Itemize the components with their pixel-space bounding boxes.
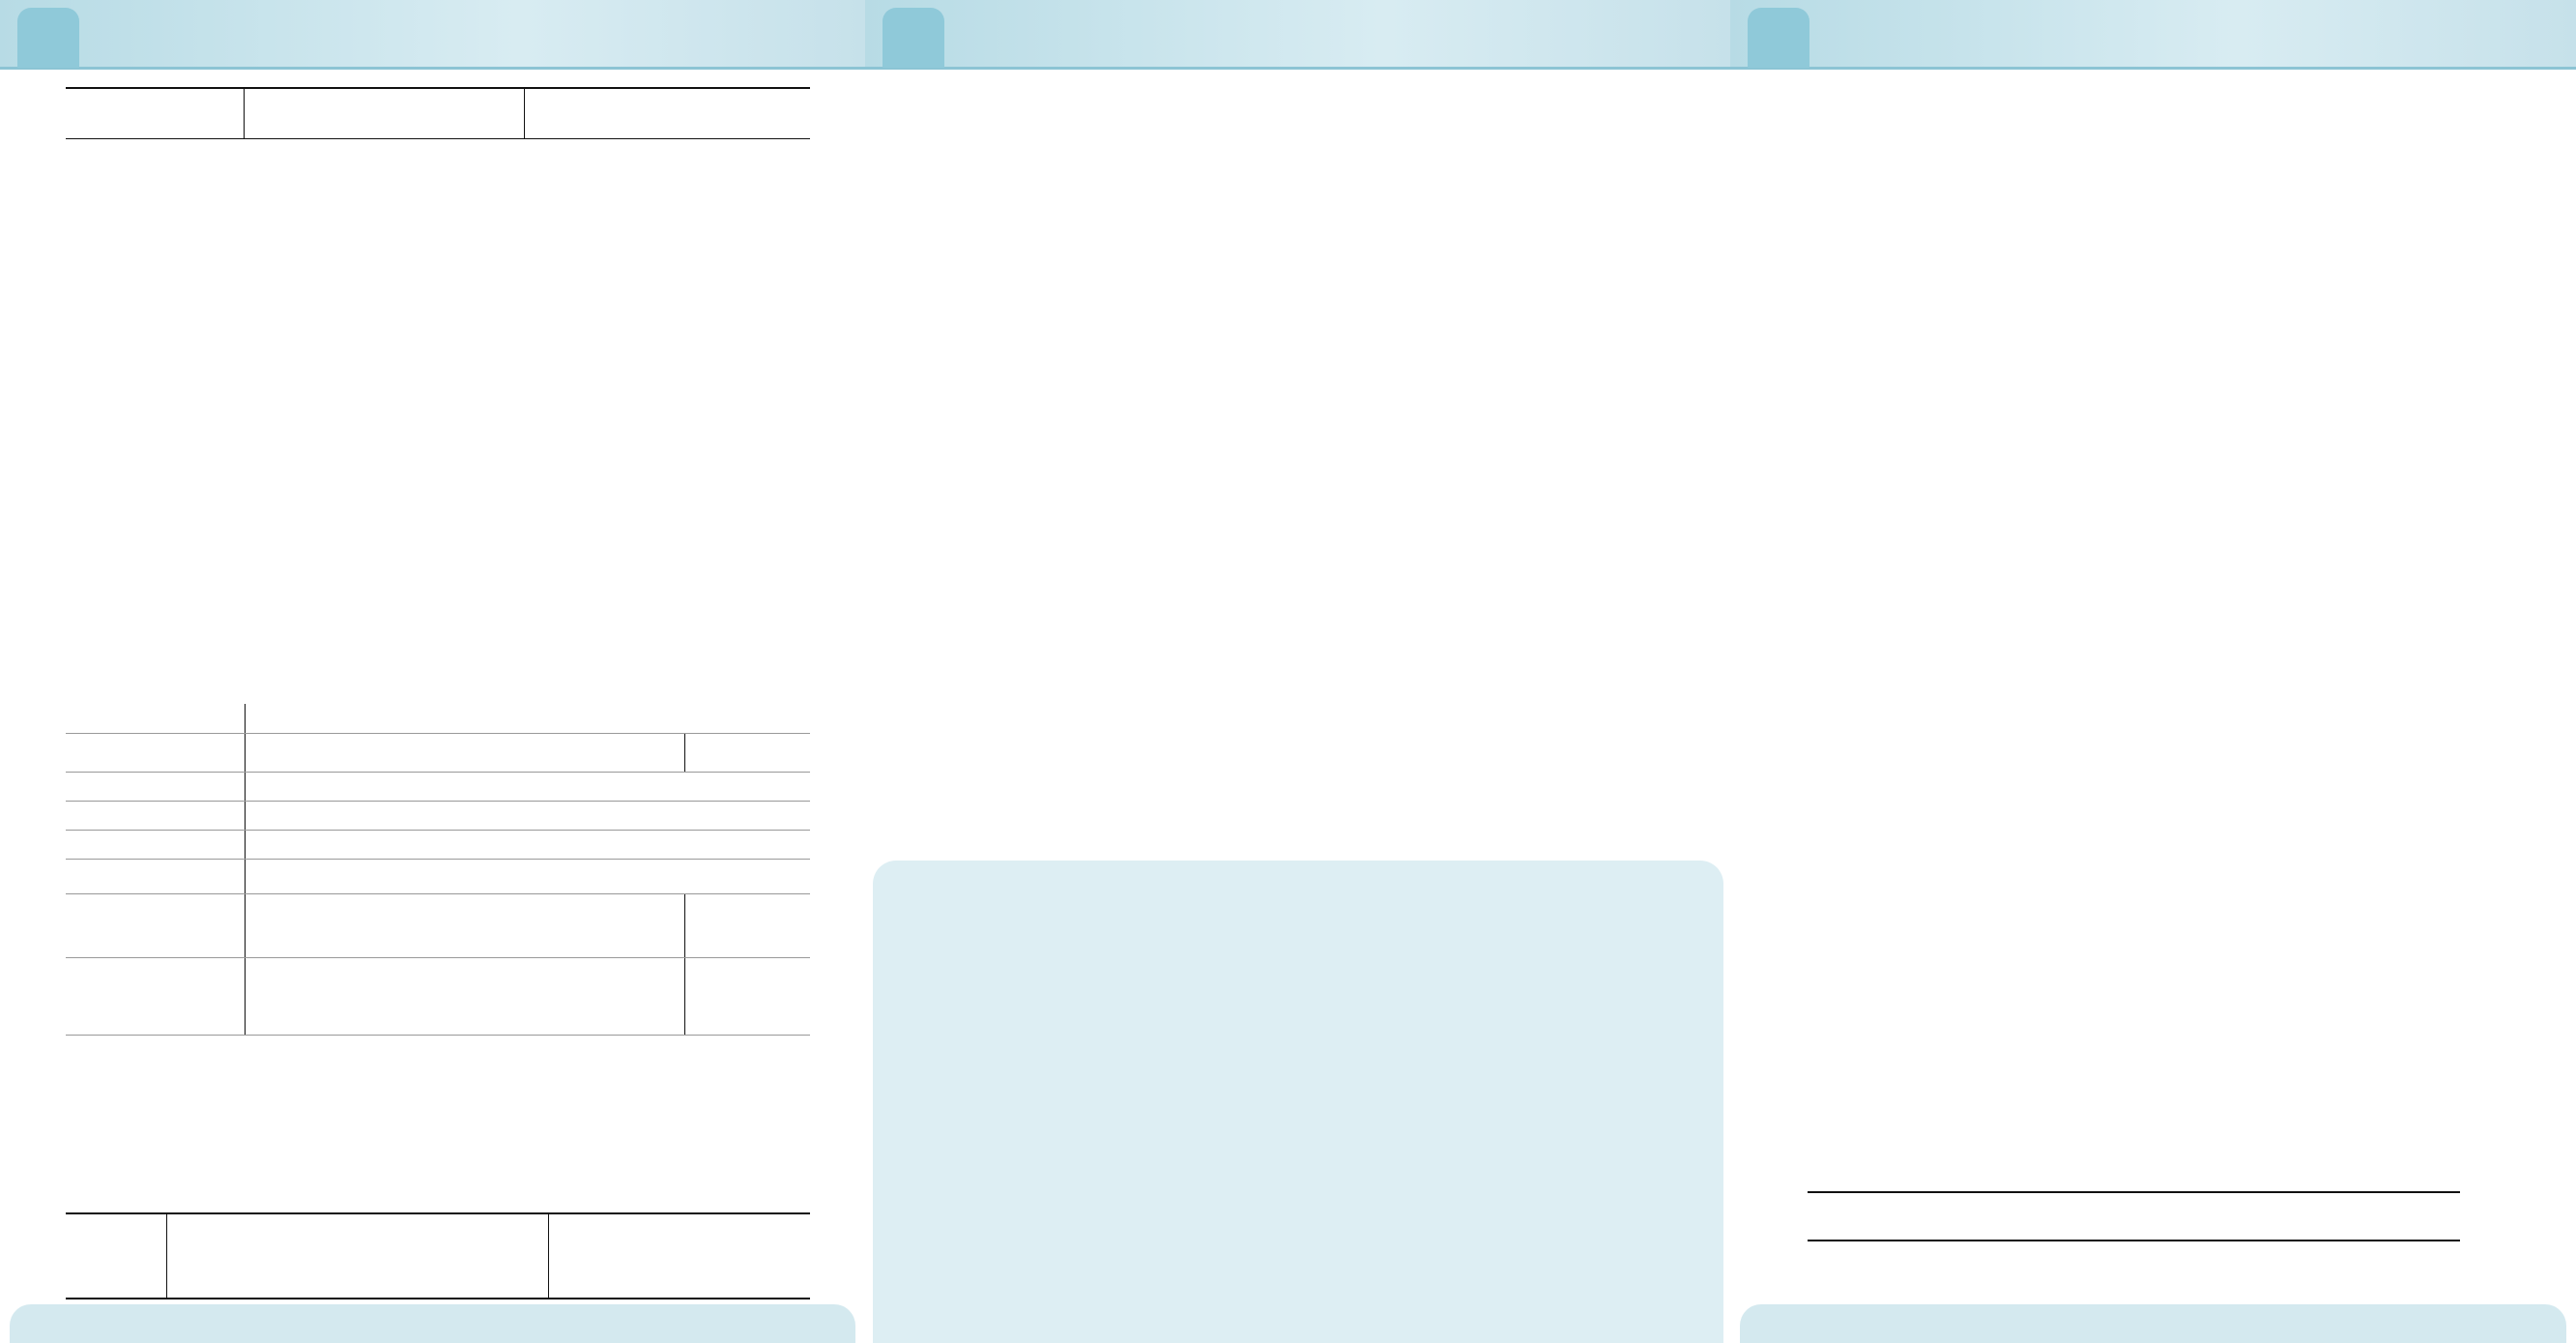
banner — [0, 0, 865, 70]
banner-title — [883, 8, 944, 68]
order-row-creed — [66, 704, 810, 733]
order-row-offering-prayer — [66, 801, 810, 830]
banner — [865, 0, 1730, 70]
service-1 — [245, 89, 525, 138]
order-row-welcome — [66, 830, 810, 859]
gospel-box — [873, 861, 1723, 1343]
order-table-mid — [66, 704, 810, 1036]
sunday-praise-panel — [865, 0, 1730, 1343]
banner-title — [1748, 8, 1809, 68]
account-box — [1808, 1191, 2460, 1241]
order-row-scripture — [66, 859, 810, 893]
order-row-sermon — [66, 957, 810, 1035]
footer-band — [1740, 1304, 2566, 1343]
banner-title — [17, 8, 79, 68]
service-2 — [525, 89, 810, 138]
footer-band — [10, 1304, 855, 1343]
youth-worship-box — [66, 1212, 810, 1299]
order-row-offering-hymn — [66, 772, 810, 801]
sunday-worship-panel — [0, 0, 865, 1343]
service-time-header — [66, 87, 810, 139]
order-row-prayer — [66, 733, 810, 772]
banner — [1730, 0, 2576, 70]
order-row-praise — [66, 893, 810, 957]
offerings-panel — [1730, 0, 2576, 1343]
service-label — [66, 89, 245, 138]
